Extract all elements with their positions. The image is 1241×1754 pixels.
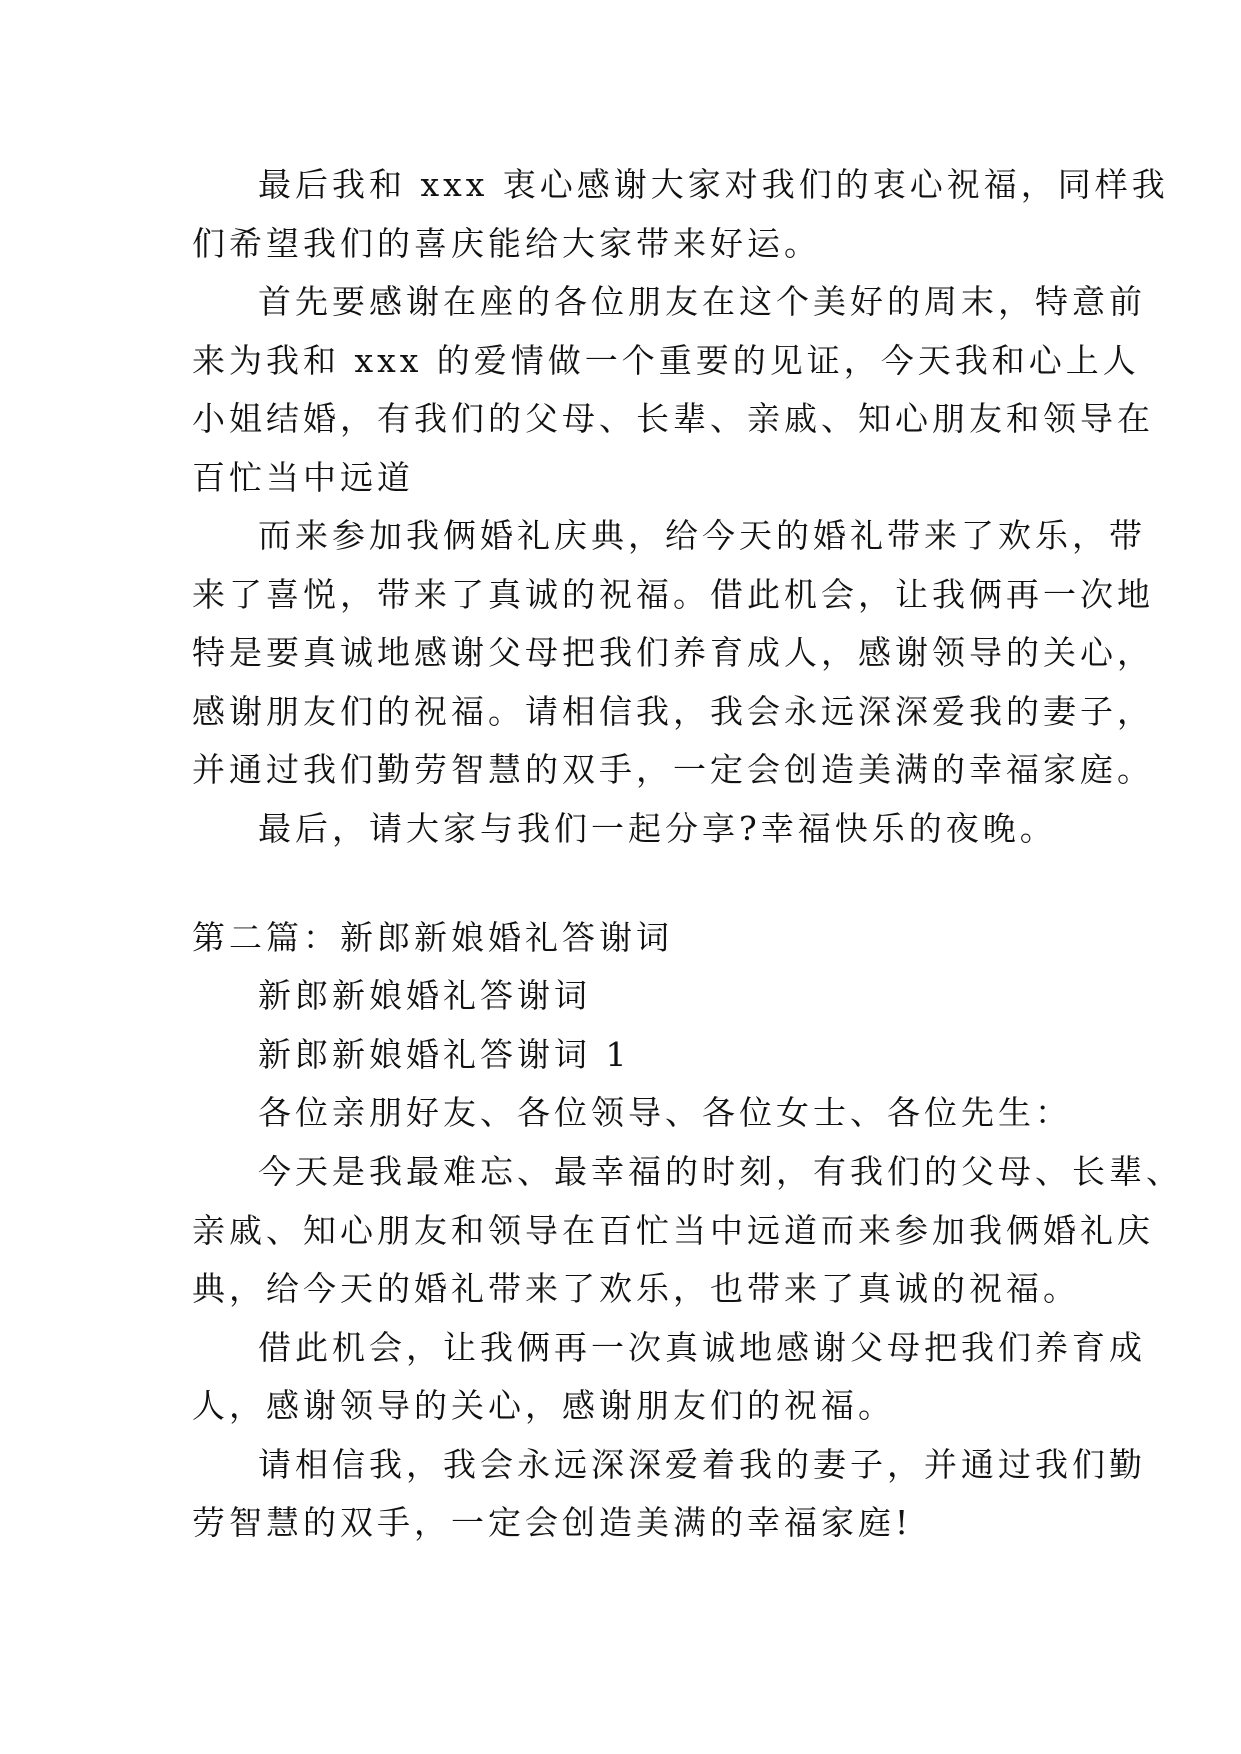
text-line: 首先要感谢在座的各位朋友在这个美好的周末，特意前 xyxy=(258,282,1146,321)
text-line: 感谢朋友们的祝福。请相信我，我会永远深深爱我的妻子， xyxy=(192,692,1154,731)
text-line: 最后，请大家与我们一起分享?幸福快乐的夜晚。 xyxy=(258,809,1057,848)
section-heading: 第二篇：新郎新娘婚礼答谢词 xyxy=(192,918,673,957)
text-line: 特是要真诚地感谢父母把我们养育成人，感谢领导的关心， xyxy=(192,633,1154,672)
text-line: 亲戚、知心朋友和领导在百忙当中远道而来参加我俩婚礼庆 xyxy=(192,1211,1154,1250)
text-line: 人，感谢领导的关心，感谢朋友们的祝福。 xyxy=(192,1386,895,1425)
text-line: 来了喜悦，带来了真诚的祝福。借此机会，让我俩再一次地 xyxy=(192,575,1154,614)
text-line: 而来参加我俩婚礼庆典，给今天的婚礼带来了欢乐，带 xyxy=(258,516,1146,555)
text-line: 典，给今天的婚礼带来了欢乐，也带来了真诚的祝福。 xyxy=(192,1269,1080,1308)
article-title: 新郎新娘婚礼答谢词 xyxy=(258,976,591,1015)
text-line: 请相信我，我会永远深深爱着我的妻子，并通过我们勤 xyxy=(258,1445,1146,1484)
text-line: 们希望我们的喜庆能给大家带来好运。 xyxy=(192,224,821,263)
text-line: 借此机会，让我俩再一次真诚地感谢父母把我们养育成 xyxy=(258,1328,1146,1367)
text-line: 今天是我最难忘、最幸福的时刻，有我们的父母、长辈、 xyxy=(258,1152,1183,1191)
text-line: 小姐结婚，有我们的父母、长辈、亲戚、知心朋友和领导在 xyxy=(192,399,1154,438)
text-line: 并通过我们勤劳智慧的双手，一定会创造美满的幸福家庭。 xyxy=(192,750,1154,789)
text-line: 最后我和 xxx 衷心感谢大家对我们的衷心祝福，同样我 xyxy=(258,165,1169,204)
salutation: 各位亲朋好友、各位领导、各位女士、各位先生： xyxy=(258,1093,1072,1132)
article-subtitle: 新郎新娘婚礼答谢词 1 xyxy=(258,1035,631,1074)
text-line: 百忙当中远道 xyxy=(192,458,414,497)
text-line: 来为我和 xxx 的爱情做一个重要的见证，今天我和心上人 xyxy=(192,341,1140,380)
text-line: 劳智慧的双手，一定会创造美满的幸福家庭! xyxy=(192,1503,913,1542)
